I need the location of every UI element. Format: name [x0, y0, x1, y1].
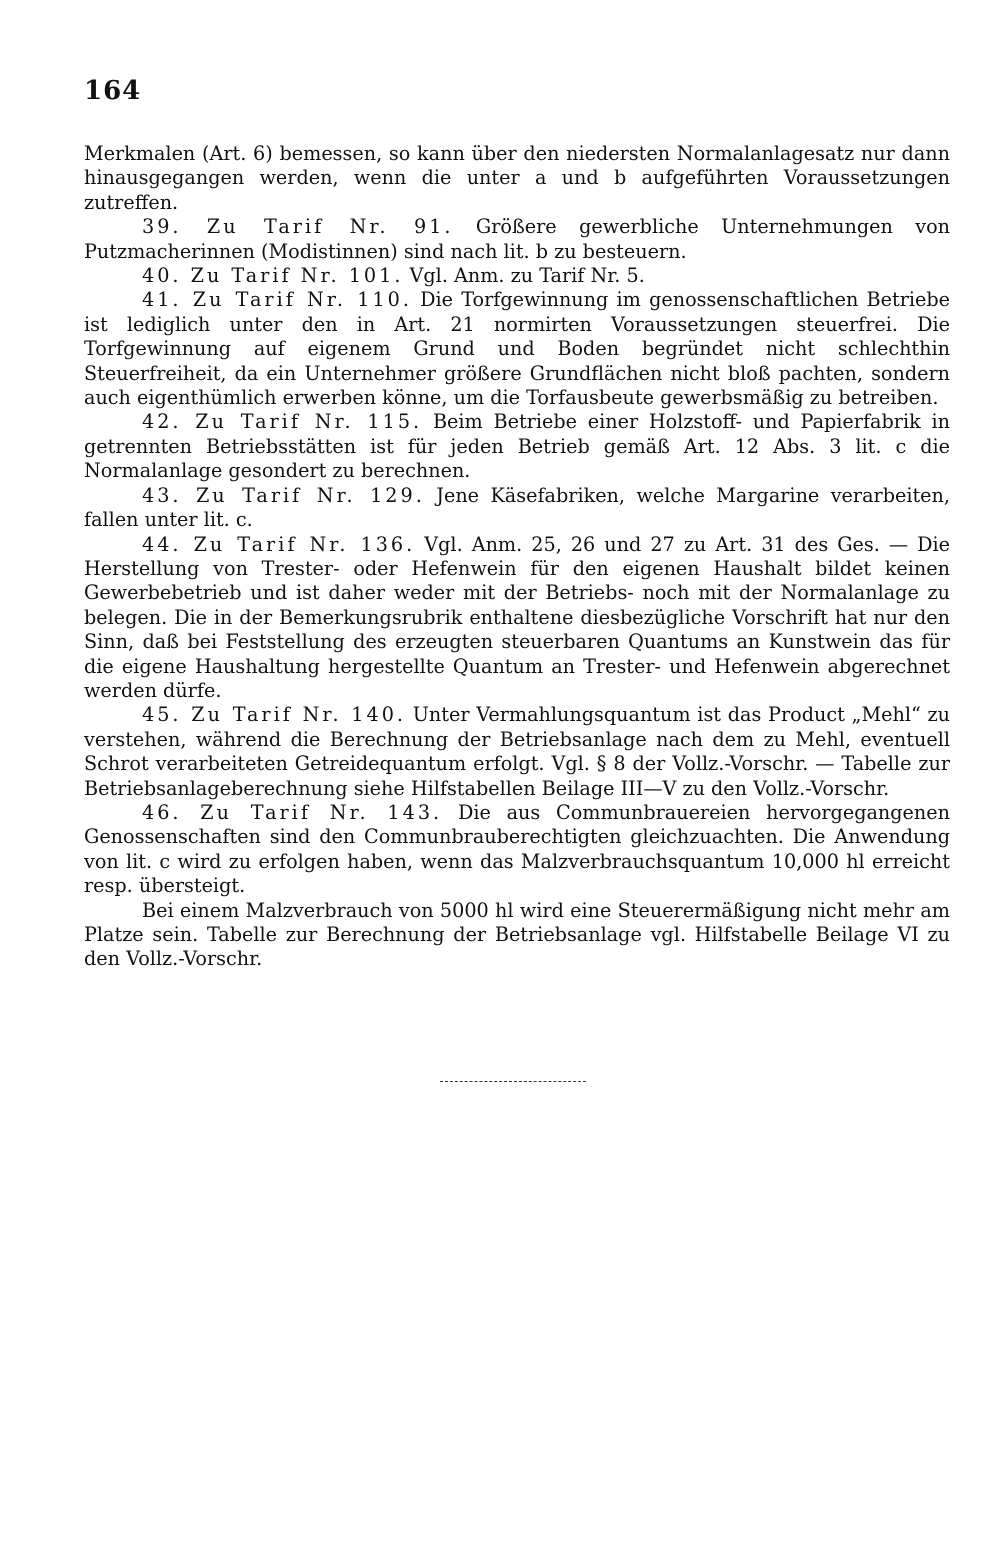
note-46: [84, 801, 950, 899]
note-text: Vgl. Anm. zu Tarif Nr. 5.: [409, 264, 645, 288]
note-text: Die Torfgewinnung im genossenschaftlichen Betriebe ist lediglich unter den in Art. 21 normirten Voraussetzungen steuerfrei. Die Torfgewinnung auf eigenem Grund und Boden begründet nicht schlechthin Steuerfreiheit, da ein Unternehmer größere Grundflächen nicht bloß pachten, sondern auch eigenthümlich erwerben könne, um die Torfausbeute gewerbsmäßig zu betreiben.: [84, 288, 951, 410]
note-text: Größere gewerbliche Unternehmungen von Putzmacherinnen (Modistinnen) sind nach lit. b zu besteuern.: [84, 215, 950, 263]
note-46-continuation: [84, 899, 950, 972]
note-43: [84, 484, 950, 533]
note-text: Beim Betriebe einer Holzstoff- und Papierfabrik in getrennten Betriebsstätten ist für jeden Betrieb gemäß Art. 12 Abs. 3 lit. c die Normalanlage gesondert zu berechnen.: [84, 410, 950, 483]
page-number: 164: [84, 76, 142, 106]
paragraph-text: Merkmalen (Art. 6) bemessen, so kann über den niedersten Normalanlagesatz nur dann hinausgegangen werden, wenn die unter a und b aufgeführten Voraussetzungen zutreffen.: [84, 142, 950, 214]
note-39: [84, 215, 950, 264]
note-42: [84, 410, 950, 483]
note-text: Vgl. Anm. 25, 26 und 27 zu Art. 31 des Ges. — Die Herstellung von Trester- oder Hefenwein für den eigenen Haushalt bildet keinen Gewerbebetrieb und ist daher weder mit der Betriebs- noch mit der Normalanlage zu belegen. Die in der Bemerkungsrubrik enthaltene diesbezügliche Vorschrift hat nur den Sinn, daß bei Feststellung des erzeugten steuerbaren Quantums an Kunstwein das für die eigene Haushaltung hergestellte Quantum an Trester- und Hefenwein abgerechnet werden dürfe.: [84, 532, 951, 702]
note-heading: 39. Zu Tarif Nr. 91.: [142, 215, 454, 239]
note-text: Jene Käsefabriken, welche Margarine verarbeiten, fallen unter lit. c.: [84, 483, 950, 532]
note-text: Unter Vermahlungsquantum ist das Product „Mehl“ zu verstehen, während die Berechnung der Betriebsanlage nach dem zu Mehl, eventuell Schrot verarbeiteten Getreidequantum erfolgt. Vgl. § 8 der Vollz.-Vorschr. — Tabelle zur Betriebsanlageberechnung siehe Hilfstabellen Beilage III—V zu den Vollz.-Vorschr.: [84, 703, 950, 800]
body-text: [84, 142, 950, 972]
note-heading: 40. Zu Tarif Nr. 101.: [142, 264, 404, 288]
note-heading: 46. Zu Tarif Nr. 143.: [142, 800, 443, 824]
note-44: [84, 533, 950, 704]
note-45: [84, 703, 950, 801]
note-heading: 43. Zu Tarif Nr. 129.: [142, 483, 425, 507]
note-heading: 45. Zu Tarif Nr. 140.: [142, 703, 407, 727]
paragraph-continuation: [84, 142, 950, 215]
note-41: [84, 288, 950, 410]
section-end-rule: [440, 1081, 586, 1082]
note-text: Die aus Communbrauereien hervorgegangenen Genossenschaften sind den Communbrauberechtigten gleichzuachten. Die Anwendung von lit. c wird zu erfolgen haben, wenn das Malzverbrauchsquantum 10,000 hl erreicht resp. übersteigt.: [84, 800, 950, 898]
note-text: Bei einem Malzverbrauch von 5000 hl wird eine Steuerermäßigung nicht mehr am Platze sein. Tabelle zur Berechnung der Betriebsanlage vgl. Hilfstabelle Beilage VI zu den Vollz.-Vorschr.: [84, 898, 950, 971]
note-40: [84, 264, 950, 288]
note-heading: 41. Zu Tarif Nr. 110.: [142, 288, 412, 312]
note-heading: 44. Zu Tarif Nr. 136.: [142, 532, 416, 556]
note-heading: 42. Zu Tarif Nr. 115.: [142, 410, 423, 434]
